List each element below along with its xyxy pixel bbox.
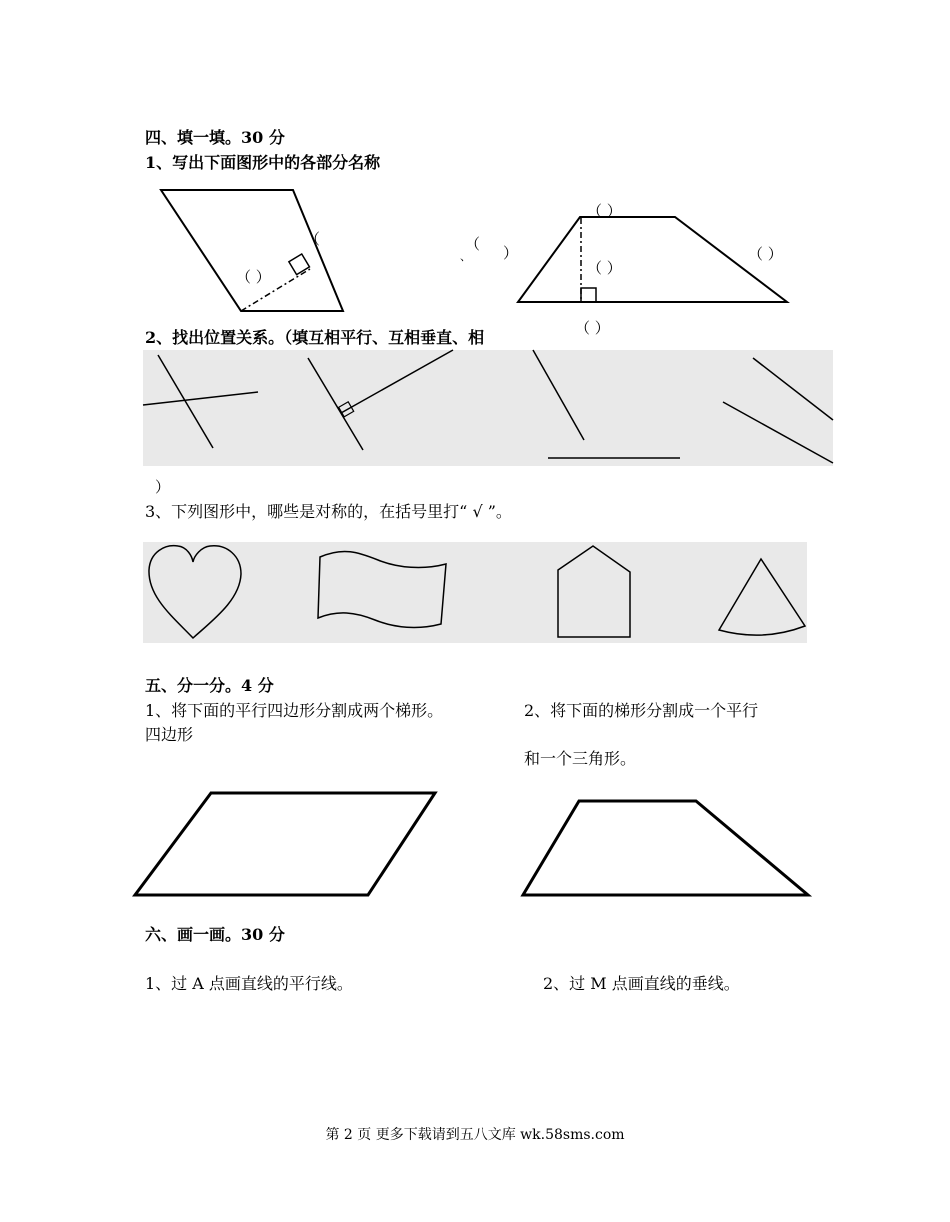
question-6-1: 1、过 A 点画直线的平行线。 xyxy=(145,974,353,993)
question-5-1-cont: 四边形 xyxy=(145,725,194,744)
symmetry-shapes-figure xyxy=(143,542,807,643)
flag-shape xyxy=(318,551,446,627)
sector-shape xyxy=(719,559,805,635)
question-4-1: 1、写出下面图形中的各部分名称 xyxy=(145,153,381,172)
question-4-2: 2、找出位置关系。（填互相平行、互相垂直、相 xyxy=(145,328,485,347)
paren-trap-top: （ ） xyxy=(587,202,622,220)
question-4-3: 3、下列图形中，哪些是对称的，在括号里打“ √ ”。 xyxy=(145,502,512,521)
paren-para-right: （ xyxy=(305,230,321,248)
parallelogram-to-split xyxy=(130,785,440,900)
question-6-2: 2、过 M 点画直线的垂线。 xyxy=(543,974,740,993)
paren-para-mid: （ ） xyxy=(236,268,271,286)
question-5-2: 2、将下面的梯形分割成一个平行 xyxy=(524,701,759,720)
question-5-1: 1、将下面的平行四边形分割成两个梯形。 xyxy=(145,701,444,720)
section-4-heading: 四、填一填。30 分 xyxy=(145,128,285,147)
paren-trap-height: （ ） xyxy=(587,259,622,277)
paren-mid-open: （ xyxy=(465,235,481,253)
section-6-heading: 六、画一画。30 分 xyxy=(145,925,285,944)
trapezoid-to-split xyxy=(520,795,815,900)
paren-trap-bottom: （ ） xyxy=(575,319,610,337)
paren-trap-right: （ ） xyxy=(748,245,783,263)
paren-mid-dot: 、 xyxy=(460,250,471,263)
page-footer: 第 2 页 更多下载请到五八文库 wk.58sms.com xyxy=(325,1127,625,1143)
parallelogram-figure xyxy=(150,185,350,320)
line-relations-figure xyxy=(143,350,833,470)
question-5-2-cont: 和一个三角形。 xyxy=(524,749,637,768)
paren-q2-close: ） xyxy=(155,478,171,496)
house-shape xyxy=(558,546,630,637)
heart-shape xyxy=(149,546,241,638)
paren-trap-left: ） xyxy=(503,244,519,262)
section-5-heading: 五、分一分。4 分 xyxy=(145,676,274,695)
